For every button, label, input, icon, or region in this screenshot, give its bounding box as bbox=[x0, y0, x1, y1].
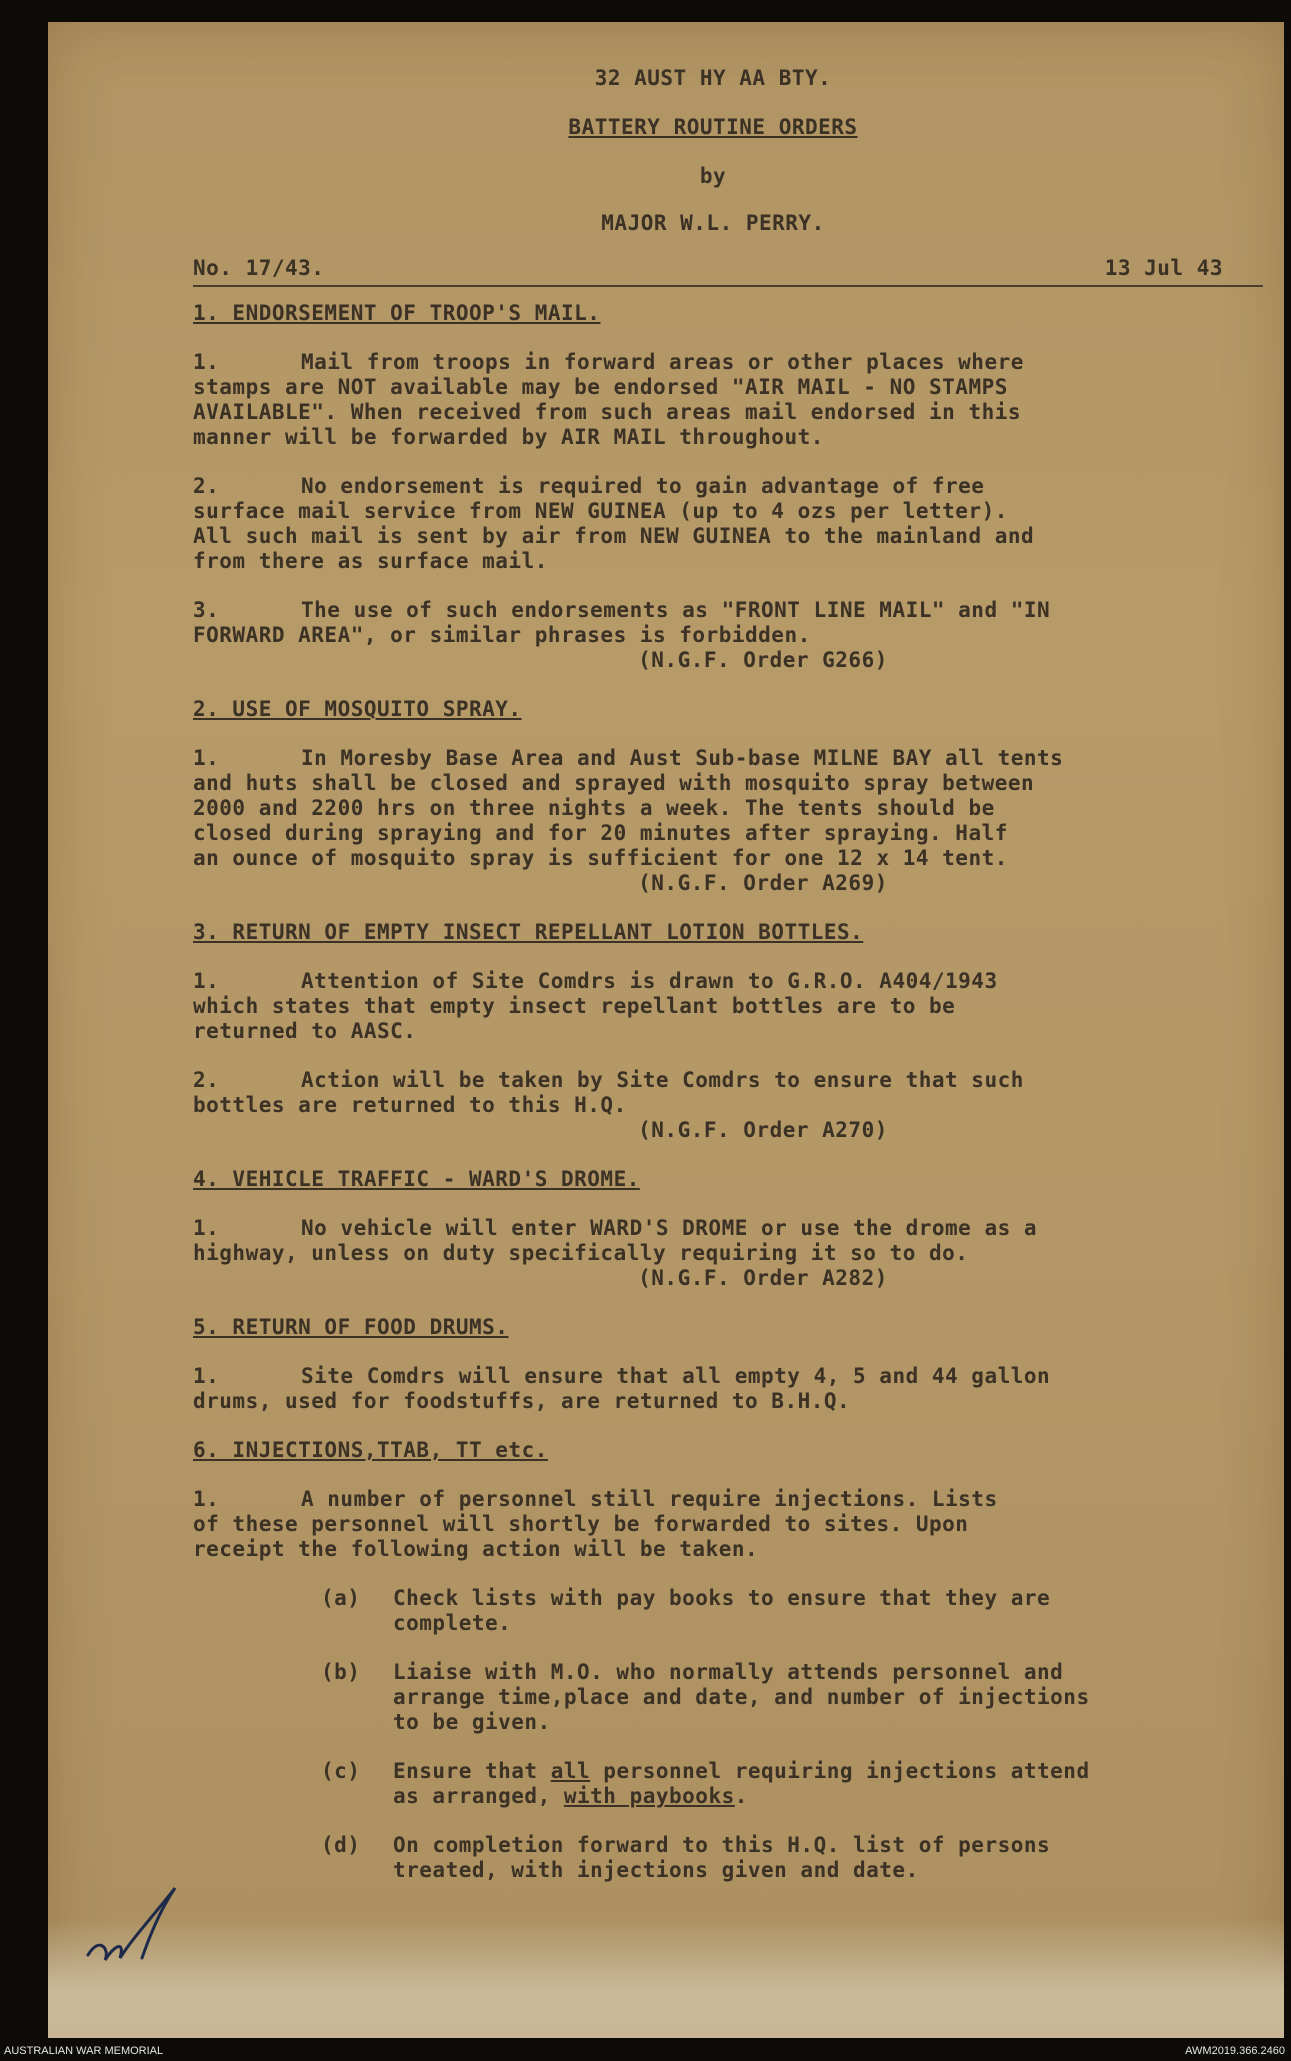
archive-id: AWM2019.366.2460 bbox=[1185, 2045, 1285, 2057]
para-number: 3. bbox=[193, 598, 220, 622]
section-6-item-b bbox=[193, 1660, 1233, 1735]
para-text: The use of such endorsements as "FRONT LINE MAIL" and "IN FORWARD AREA", or similar phrases is forbidden. bbox=[193, 598, 1051, 647]
orders-title: BATTERY ROUTINE ORDERS bbox=[568, 115, 858, 139]
section-5-para-1 bbox=[193, 1364, 1233, 1414]
section-1-order-ref: (N.G.F. Order G266) bbox=[638, 648, 888, 672]
item-text: Check lists with pay books to ensure that they are complete. bbox=[393, 1586, 1051, 1635]
item-label: (c) bbox=[321, 1759, 361, 1783]
item-label: (b) bbox=[321, 1660, 361, 1684]
item-text-part: personnel requiring injections attend as arranged, bbox=[393, 1759, 1090, 1808]
section-1-para-3 bbox=[193, 598, 1233, 648]
section-3-para-1 bbox=[193, 969, 1233, 1044]
section-5-title: 5. RETURN OF FOOD DRUMS. bbox=[193, 1315, 509, 1339]
archive-footer bbox=[4, 2045, 1285, 2057]
unit-title: 32 AUST HY AA BTY. bbox=[594, 66, 832, 90]
handwritten-initials bbox=[80, 1880, 200, 1970]
item-label: (a) bbox=[321, 1586, 361, 1610]
section-1-para-1 bbox=[193, 350, 1233, 450]
item-label: (d) bbox=[321, 1833, 361, 1857]
section-3-heading bbox=[193, 920, 1233, 945]
archive-name: AUSTRALIAN WAR MEMORIAL bbox=[4, 2045, 164, 2057]
by-line: by bbox=[699, 164, 727, 188]
section-2-para-1 bbox=[193, 746, 1233, 871]
section-4-title: 4. VEHICLE TRAFFIC - WARD'S DROME. bbox=[193, 1167, 640, 1191]
section-4-para-1 bbox=[193, 1216, 1233, 1266]
document-page bbox=[48, 22, 1284, 2038]
section-3-order-ref: (N.G.F. Order A270) bbox=[638, 1118, 888, 1142]
section-2-title: 2. USE OF MOSQUITO SPRAY. bbox=[193, 697, 522, 721]
section-3-title: 3. RETURN OF EMPTY INSECT REPELLANT LOTION BOTTLES. bbox=[193, 920, 864, 944]
reference-row bbox=[193, 256, 1263, 287]
para-text: In Moresby Base Area and Aust Sub-base MILNE BAY all tents and huts shall be closed and sprayed with mosquito spray between 2000 and 2200 hrs on three nights a week. The tents should be closed during spraying and for 20 minutes after spraying. Half an ounce of mosquito spray is sufficient for one 12 x 14 tent. bbox=[193, 746, 1064, 870]
paper-lower-strip bbox=[48, 1918, 1284, 2038]
author-line: MAJOR W.L. PERRY. bbox=[601, 211, 825, 235]
para-number: 1. bbox=[193, 1364, 220, 1388]
section-6-title: 6. INJECTIONS,TTAB, TT etc. bbox=[193, 1438, 548, 1462]
section-4-heading bbox=[193, 1167, 1233, 1192]
item-text-emphasis: all bbox=[550, 1759, 591, 1783]
para-number: 1. bbox=[193, 746, 220, 770]
section-6-para-1 bbox=[193, 1487, 1233, 1562]
para-number: 1. bbox=[193, 969, 220, 993]
item-text: On completion forward to this H.Q. list of persons treated, with injections given and date. bbox=[393, 1833, 1051, 1882]
item-text-part: . bbox=[734, 1784, 748, 1808]
para-number: 2. bbox=[193, 474, 220, 498]
section-6-item-a bbox=[193, 1586, 1233, 1636]
section-1-heading bbox=[193, 301, 1233, 326]
para-number: 1. bbox=[193, 1216, 220, 1240]
section-1-title: 1. ENDORSEMENT OF TROOP'S MAIL. bbox=[193, 301, 601, 325]
section-6-item-d bbox=[193, 1833, 1233, 1883]
orders-title-row bbox=[193, 115, 1233, 140]
section-3-para-2 bbox=[193, 1068, 1233, 1118]
section-1-para-2 bbox=[193, 474, 1233, 574]
section-6-heading bbox=[193, 1438, 1233, 1463]
para-number: 2. bbox=[193, 1068, 220, 1092]
section-2-heading bbox=[193, 697, 1233, 722]
item-text: Liaise with M.O. who normally attends personnel and arrange time,place and date, and number of injections to be given. bbox=[393, 1660, 1090, 1734]
para-text: A number of personnel still require injections. Lists of these personnel will shortly be forwarded to sites. Upon receipt the following action will be taken. bbox=[193, 1487, 998, 1561]
para-text: Mail from troops in forward areas or other places where stamps are NOT available may be endorsed "AIR MAIL - NO STAMPS AVAILABLE". When received from such areas mail endorsed in this manner will be forwarded by AIR MAIL throughout. bbox=[193, 350, 1024, 449]
document-body bbox=[193, 62, 1233, 1883]
section-2-order-ref: (N.G.F. Order A269) bbox=[638, 871, 888, 895]
order-date: 13 Jul 43 bbox=[1104, 256, 1223, 280]
para-text: Action will be taken by Site Comdrs to ensure that such bottles are returned to this H.Q. bbox=[193, 1068, 1024, 1117]
section-6-item-c bbox=[193, 1759, 1233, 1809]
item-text-part: Ensure that bbox=[393, 1759, 551, 1783]
section-5-heading bbox=[193, 1315, 1233, 1340]
para-text: No vehicle will enter WARD'S DROME or use the drome as a highway, unless on duty specifically requiring it so to do. bbox=[193, 1216, 1038, 1265]
para-text: Attention of Site Comdrs is drawn to G.R.O. A404/1943 which states that empty insect repellant bottles are to be returned to AASC. bbox=[193, 969, 998, 1043]
item-text-emphasis: with paybooks bbox=[563, 1784, 735, 1808]
para-text: Site Comdrs will ensure that all empty 4, 5 and 44 gallon drums, used for foodstuffs, are returned to B.H.Q. bbox=[193, 1364, 1051, 1413]
order-number: No. 17/43. bbox=[193, 256, 325, 280]
section-4-order-ref: (N.G.F. Order A282) bbox=[638, 1266, 888, 1290]
para-number: 1. bbox=[193, 350, 220, 374]
para-text: No endorsement is required to gain advantage of free surface mail service from NEW GUINEA (up to 4 ozs per letter). All such mail is sent by air from NEW GUINEA to the mainland and from there as surface mail. bbox=[193, 474, 1035, 573]
item-text bbox=[393, 1759, 1090, 1809]
para-number: 1. bbox=[193, 1487, 220, 1511]
